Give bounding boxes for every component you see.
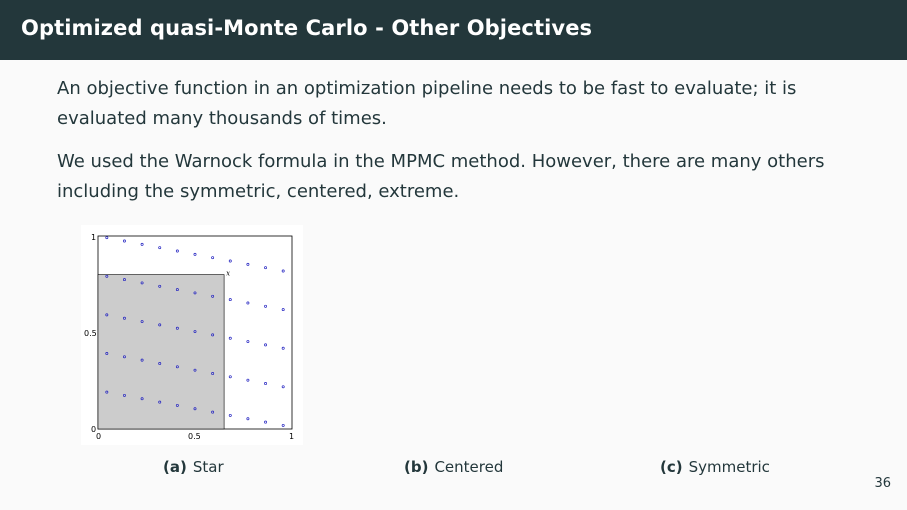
y-tick-1: 1: [91, 233, 97, 242]
paragraph-objective-speed: An objective function in an optimization pipeline needs to be fast to evaluate; it is evaluated many thousands of times.: [57, 78, 797, 129]
sample-point-51: [229, 414, 231, 416]
sample-point-9: [264, 267, 266, 269]
sample-point-30: [247, 340, 249, 342]
x-tick-0: 0: [96, 432, 102, 441]
anchored-box: [98, 275, 224, 429]
star-discrepancy-figure: [81, 225, 303, 445]
caption-b-label: Centered: [434, 458, 504, 476]
sample-point-41: [247, 379, 249, 381]
sample-point-10: [282, 270, 284, 272]
caption-a: [163, 458, 224, 476]
anchor-label: x: [226, 269, 231, 278]
page-number: 36: [874, 476, 891, 491]
sample-point-20: [264, 305, 266, 307]
sample-point-8: [247, 263, 249, 265]
sample-point-18: [229, 299, 231, 301]
sample-point-7: [229, 260, 231, 262]
caption-c: [660, 458, 770, 476]
sample-point-42: [264, 382, 266, 384]
sample-point-2: [141, 243, 143, 245]
sample-point-52: [247, 418, 249, 420]
sample-point-32: [282, 347, 284, 349]
caption-b: [404, 458, 503, 476]
sample-point-1: [123, 240, 125, 242]
x-tick-0-5: 0.5: [188, 432, 201, 441]
sample-point-43: [282, 386, 284, 388]
caption-c-label: Symmetric: [688, 458, 770, 476]
sample-point-6: [212, 257, 214, 259]
x-tick-1: 1: [289, 432, 295, 441]
sample-point-29: [229, 337, 231, 339]
caption-a-tag: (a): [163, 458, 187, 476]
y-tick-0-5: 0.5: [84, 329, 97, 338]
y-tick-0: 0: [91, 425, 97, 434]
paragraph-discrepancy-formulas: We used the Warnock formula in the MPMC method. However, there are many others including the symmetric, centered, extreme.: [57, 151, 825, 202]
caption-c-tag: (c): [660, 458, 683, 476]
sample-point-53: [264, 421, 266, 423]
caption-a-label: Star: [192, 458, 224, 476]
sample-point-3: [159, 247, 161, 249]
sample-point-0: [106, 237, 108, 239]
sample-point-4: [176, 250, 178, 252]
slide-title: Optimized quasi-Monte Carlo - Other Objectives: [21, 16, 593, 40]
title-bar: [0, 0, 907, 60]
star-discrepancy-plot: [81, 225, 303, 445]
sample-point-40: [229, 376, 231, 378]
sample-point-19: [247, 302, 249, 304]
caption-b-tag: (b): [404, 458, 429, 476]
sample-point-31: [264, 344, 266, 346]
sample-point-5: [194, 253, 196, 255]
sample-point-54: [282, 424, 284, 426]
sample-point-21: [282, 309, 284, 311]
